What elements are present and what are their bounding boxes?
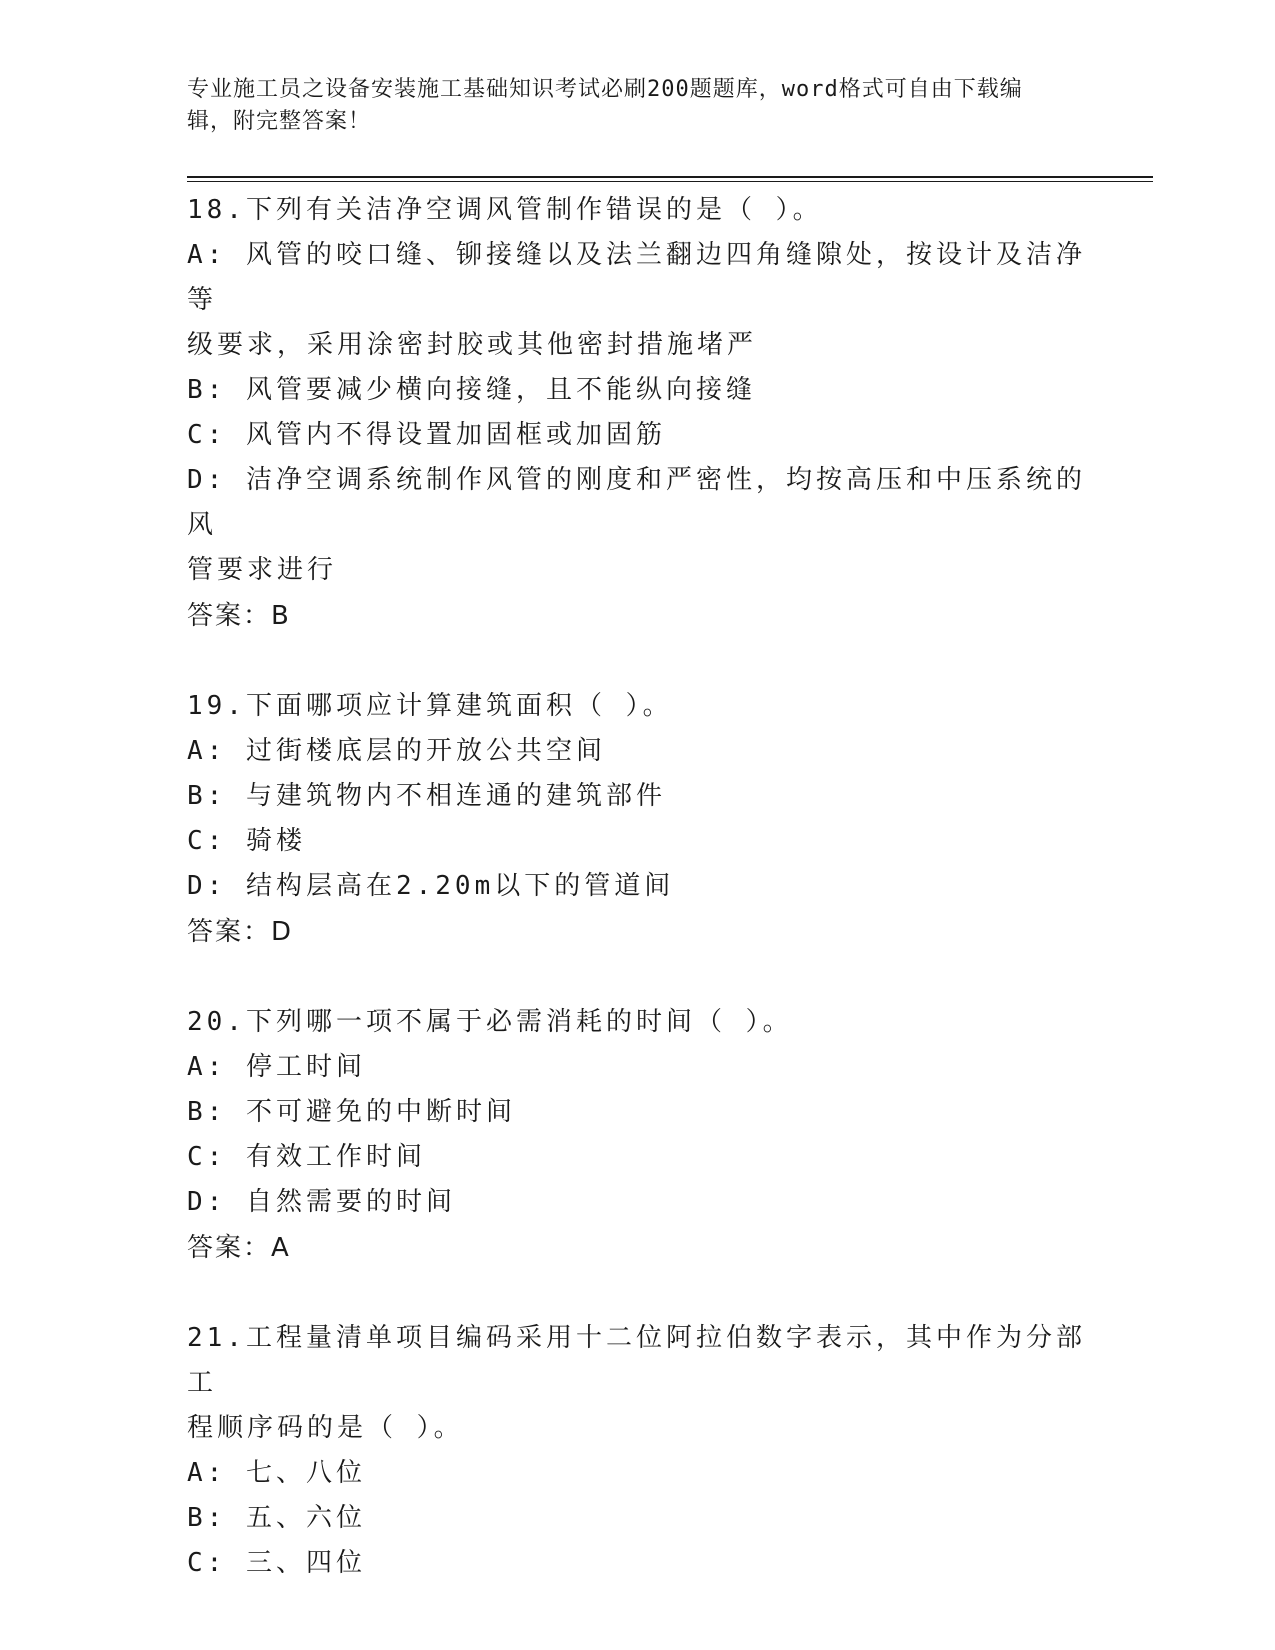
option-c: C: 骑楼: [187, 826, 306, 856]
question-stem: 21.工程量清单项目编码采用十二位阿拉伯数字表示，其中作为分部工: [187, 1323, 1086, 1398]
option-a: A: 风管的咬口缝、铆接缝以及法兰翻边四角缝隙处，按设计及洁净等: [187, 240, 1086, 315]
option-d-cont: 管要求进行: [187, 555, 338, 585]
option-a: A: 过街楼底层的开放公共空间: [187, 736, 606, 766]
question-stem: 19.下面哪项应计算建筑面积（ ）。: [187, 691, 673, 721]
question-block: [187, 684, 1087, 955]
option-c: C: 风管内不得设置加固框或加固筋: [187, 420, 666, 450]
option-d: D: 自然需要的时间: [187, 1187, 456, 1217]
question-list: [187, 188, 1087, 1586]
answer-label: 答案：B: [187, 601, 291, 631]
question-stem: 18.下列有关洁净空调风管制作错误的是（ ）。: [187, 195, 823, 225]
question-stem-cont: 程顺序码的是（ ）。: [187, 1413, 464, 1443]
header-divider-thin: [187, 181, 1153, 182]
question-block: [187, 188, 1087, 639]
header-divider-thick: [187, 176, 1153, 178]
option-a: A: 七、八位: [187, 1458, 366, 1488]
option-b: B: 风管要减少横向接缝，且不能纵向接缝: [187, 375, 756, 405]
option-a-cont: 级要求，采用涂密封胶或其他密封措施堵严: [187, 330, 758, 360]
question-block: [187, 1000, 1087, 1271]
option-a: A: 停工时间: [187, 1052, 366, 1082]
option-b: B: 五、六位: [187, 1503, 366, 1533]
option-d: D: 结构层高在2.20m以下的管道间: [187, 871, 675, 901]
option-b: B: 不可避免的中断时间: [187, 1097, 516, 1127]
option-d: D: 洁净空调系统制作风管的刚度和严密性，均按高压和中压系统的风: [187, 465, 1086, 540]
question-stem: 20.下列哪一项不属于必需消耗的时间（ ）。: [187, 1007, 793, 1037]
answer-label: 答案：D: [187, 917, 294, 947]
question-block: [187, 1316, 1087, 1586]
header-title: 专业施工员之设备安装施工基础知识考试必刷200题题库，word格式可自由下载编辑，附完整答案！: [187, 77, 1023, 134]
option-b: B: 与建筑物内不相连通的建筑部件: [187, 781, 666, 811]
document-header: [187, 74, 1067, 138]
answer-label: 答案：A: [187, 1233, 291, 1263]
option-c: C: 有效工作时间: [187, 1142, 426, 1172]
option-c: C: 三、四位: [187, 1548, 366, 1578]
